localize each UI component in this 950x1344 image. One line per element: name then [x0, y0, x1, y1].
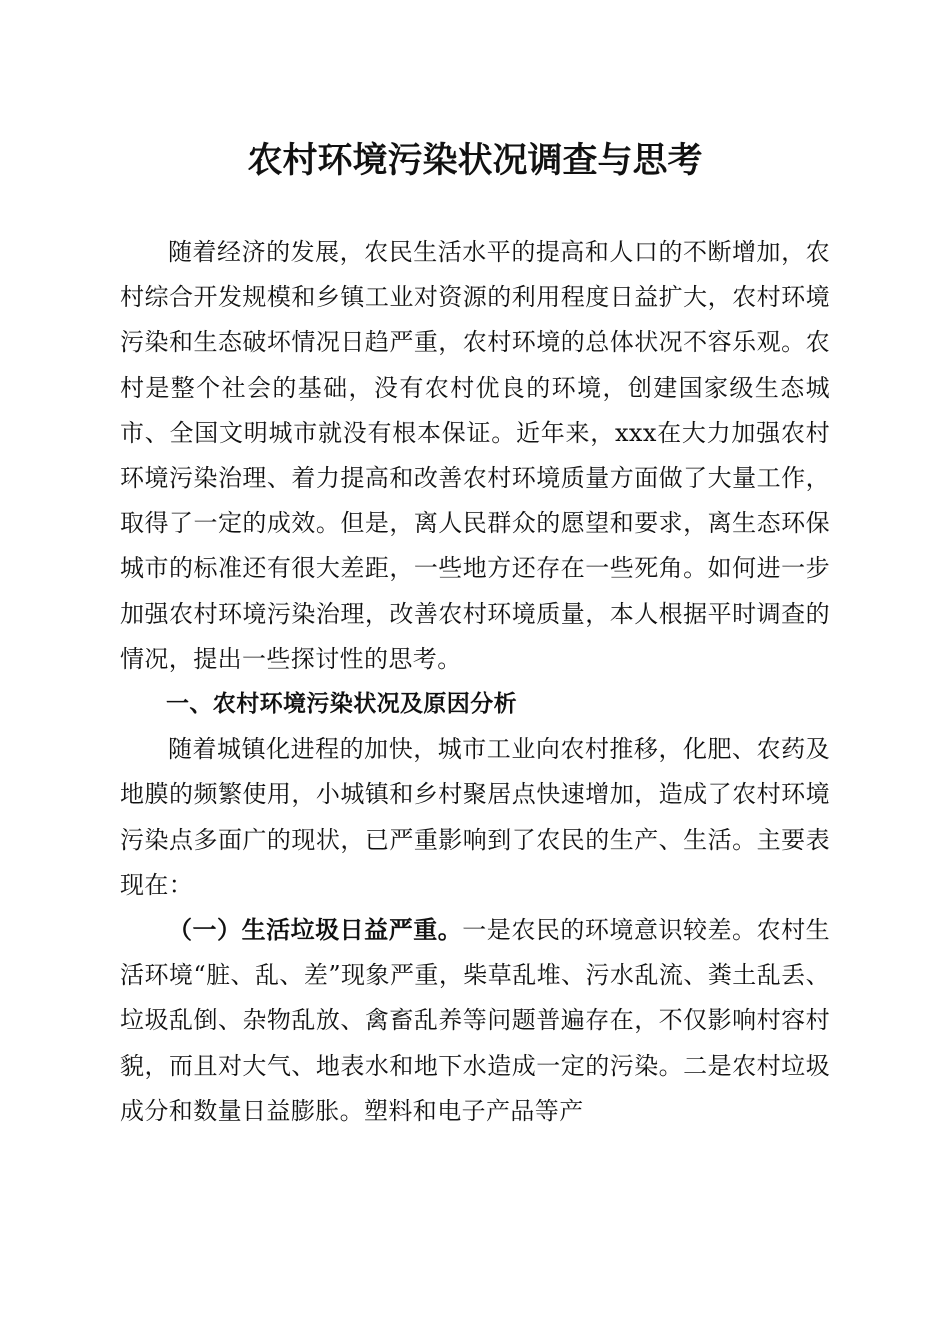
section-paragraph: 随着城镇化进程的加快，城市工业向农村推移，化肥、农药及地膜的频繁使用，小城镇和乡村聚居点快速增加，造成了农村环境污染点多面广的现状，已严重影响到了农民的生产、生活。主要表现在： [120, 735, 830, 899]
subsection-paragraph [120, 908, 830, 1134]
subsection-heading: （一）生活垃圾日益严重。 [168, 916, 463, 945]
section-heading: 一、农村环境污染状况及原因分析 [166, 691, 517, 718]
intro-paragraph: 随着经济的发展，农民生活水平的提高和人口的不断增加，农村综合开发规模和乡镇工业对资源的利用程度日益扩大，农村环境污染和生态破坏情况日趋严重，农村环境的总体状况不容乐观。农村是整个社会的基础，没有农村优良的环境，创建国家级生态城市、全国文明城市就没有根本保证。近年来，xxx在大力加强农村环境污染治理、着力提高和改善农村环境质量方面做了大量工作，取得了一定的成效。但是，离人民群众的愿望和要求，离生态环保城市的标准还有很大差距，一些地方还存在一些死角。如何进一步加强农村环境污染治理，改善农村环境质量，本人根据平时调查的情况，提出一些探讨性的思考。 [120, 238, 830, 673]
document-body [120, 230, 830, 1134]
subsection-text: 一是农民的环境意识较差。农村生活环境“脏、乱、差”现象严重，柴草乱堆、污水乱流、粪土乱丢、垃圾乱倒、杂物乱放、禽畜乱养等问题普遍存在，不仅影响村容村貌，而且对大气、地表水和地下水造成一定的污染。二是农村垃圾成分和数量日益膨胀。塑料和电子产品等产 [120, 916, 830, 1125]
document-title: 农村环境污染状况调查与思考 [247, 140, 703, 181]
